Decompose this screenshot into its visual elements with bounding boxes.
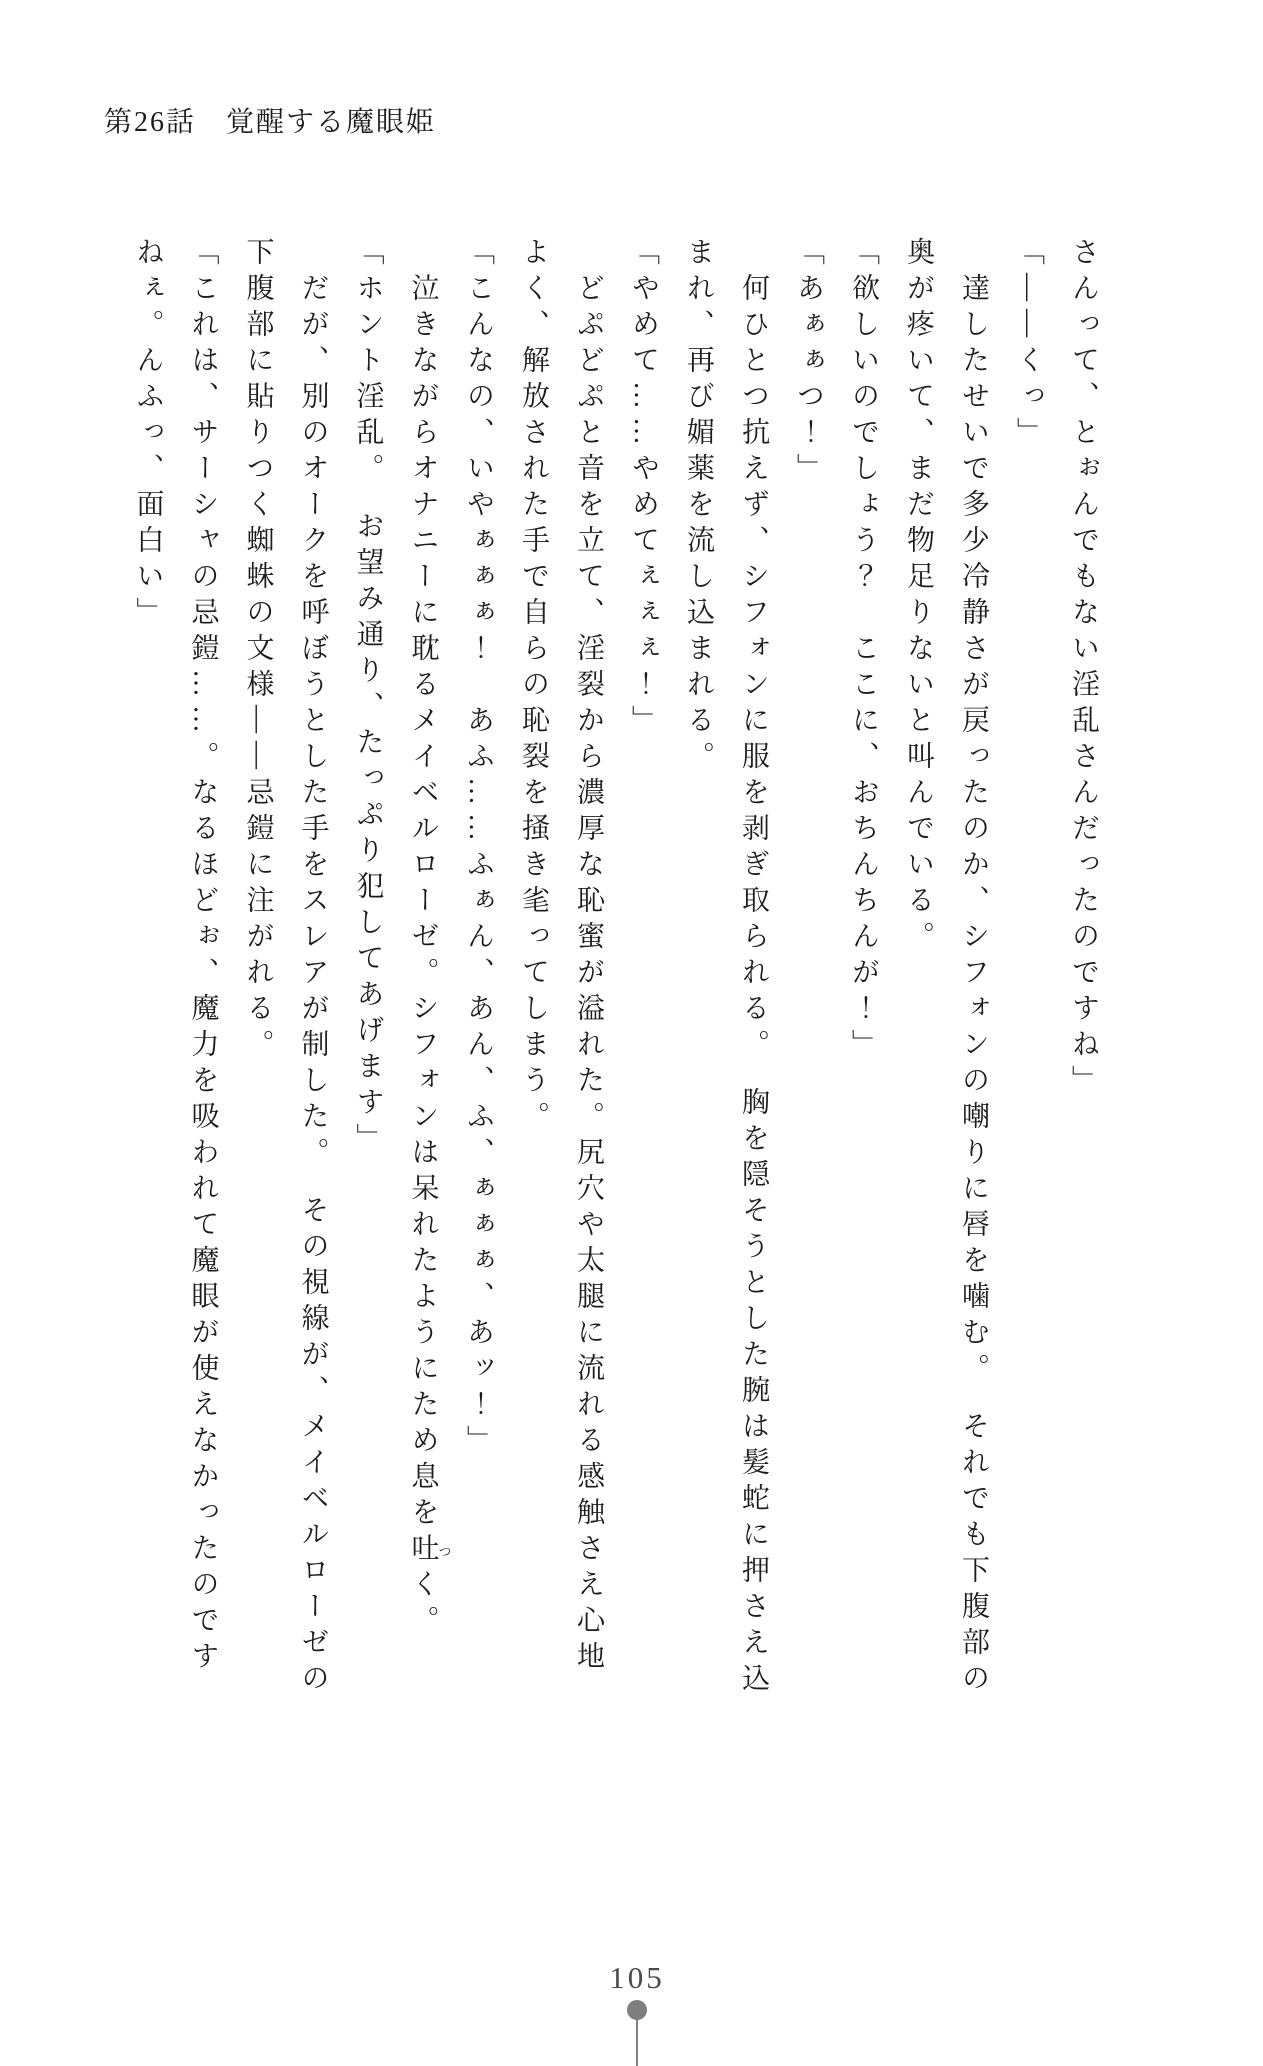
- text-line: 「これは、サーシャの忌鎧……。なるほどぉ、魔力を吸われて魔眼が使えなかったのです: [187, 237, 219, 1677]
- text-line: まれ、再び媚薬を流し込まれる。: [683, 237, 714, 777]
- text-line: ねぇ。んふっ、面白い」: [132, 237, 164, 633]
- ruby-annotation: [407, 1533, 452, 1569]
- text-line: だが、別のオークを呼ぼうとした手をスレアが制した。 その視線が、メイベルローゼの: [297, 237, 329, 1699]
- text-line: 「——くっ」: [1013, 237, 1044, 453]
- text-segment: 泣きながらオナニーに耽るメイベルローゼ。シフォンは呆れたようにため息を: [407, 237, 439, 1533]
- text-block: [121, 237, 1112, 1737]
- text-line: さんって、とぉんでもない淫乱さんだったのですね」: [1068, 237, 1099, 1101]
- text-line: どぷどぷと音を立て、淫裂から濃厚な恥蜜が溢れた。尻穴や太腿に流れる感触さえ心地: [573, 237, 604, 1677]
- text-line: 「やめて……やめてぇぇぇ！」: [628, 237, 659, 741]
- chapter-header: 第26話 覚醒する魔眼姫: [104, 107, 437, 138]
- text-line: 「ホント淫乱。 お望み通り、たっぷり犯してあげます」: [352, 237, 384, 1159]
- footer-ornament-line: [636, 2018, 638, 2066]
- text-line: 下腹部に貼りつく蜘蛛の文様——忌鎧に注がれる。: [242, 237, 274, 1065]
- text-line: 奥が疼いて、まだ物足りないと叫んでいる。: [903, 237, 934, 957]
- ruby-base: 吐: [407, 1533, 439, 1569]
- text-line: よく、解放された手で自らの恥裂を掻き毟ってしまう。: [518, 237, 549, 1137]
- text-segment: く。: [407, 1569, 439, 1641]
- text-line: 何ひとつ抗えず、シフォンに服を剥ぎ取られる。 胸を隠そうとした腕は髪蛇に押さえ込: [738, 237, 769, 1699]
- page-number: 105: [609, 1960, 665, 1995]
- text-line: 「こんなの、いやぁぁぁ！ あふ……ふぁん、あん、ふ、ぁぁぁ、あッ！」: [463, 237, 494, 1461]
- footer-ornament-dot: [627, 2000, 647, 2020]
- text-line: 達したせいで多少冷静さが戻ったのか、シフォンの嘲りに唇を噛む。 それでも下腹部の: [958, 237, 989, 1699]
- text-line: [396, 237, 452, 1737]
- text-line: 「欲しいのでしょう？ ここに、おちんちんが！」: [848, 237, 879, 1065]
- ruby-text: つ: [436, 1533, 452, 1569]
- text-line: 「あぁぁつ！」: [793, 237, 824, 489]
